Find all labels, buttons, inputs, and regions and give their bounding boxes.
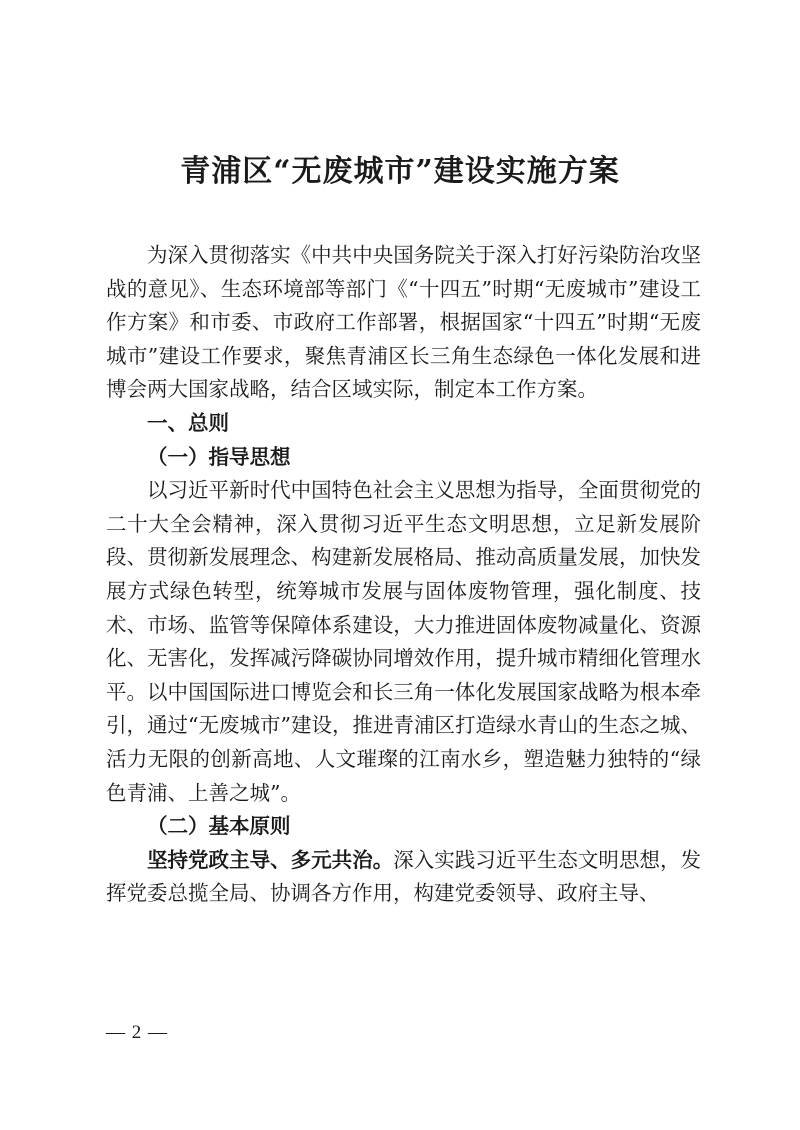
principle-paragraph [106, 844, 701, 911]
subsection-heading-basic-principles: （二）基本原则 [147, 814, 291, 839]
document-title: 青浦区“无废城市”建设实施方案 [180, 154, 620, 189]
page-number: — 2 — [106, 1022, 168, 1043]
principle-text: 深入实践习近平生态文明思想，发挥党委总揽全局、协调各方作用，构建党委领导、政府主导、 [106, 847, 702, 906]
intro-paragraph: 为深入贯彻落实《中共中央国务院关于深入打好污染防治攻坚战的意见》、生态环境部等部门《“十四五”时期“无废城市”建设工作方案》和市委、市政府工作部署，根据国家“十四五”时期“无废城市”建设工作要求，聚焦青浦区长三角生态绿色一体化发展和进博会两大国家战略，结合区域实际，制定本工作方案。 [106, 243, 701, 402]
subsection-heading-guiding-thought: （一）指导思想 [147, 444, 291, 469]
principle-lead: 坚持党政主导、多元共治。 [147, 847, 394, 872]
guiding-thought-paragraph: 以习近平新时代中国特色社会主义思想为指导，全面贯彻党的二十大全会精神，深入贯彻习近平生态文明思想，立足新发展阶段、贯彻新发展理念、构建新发展格局、推动高质量发展，加快发展方式绿色转型，统筹城市发展与固体废物管理，强化制度、技术、市场、监管等保障体系建设，大力推进固体废物减量化、资源化、无害化，发挥减污降碳协同增效作用，提升城市精细化管理水平。以中国国际进口博览会和长三角一体化发展国家战略为根本牵引，通过“无废城市”建设，推进青浦区打造绿水青山的生态之城、活力无限的创新高地、人文璀璨的江南水乡，塑造魅力独特的“绿色青浦、上善之城”。 [106, 478, 701, 805]
section-heading-general: 一、总则 [147, 410, 229, 435]
document-body [106, 239, 701, 911]
